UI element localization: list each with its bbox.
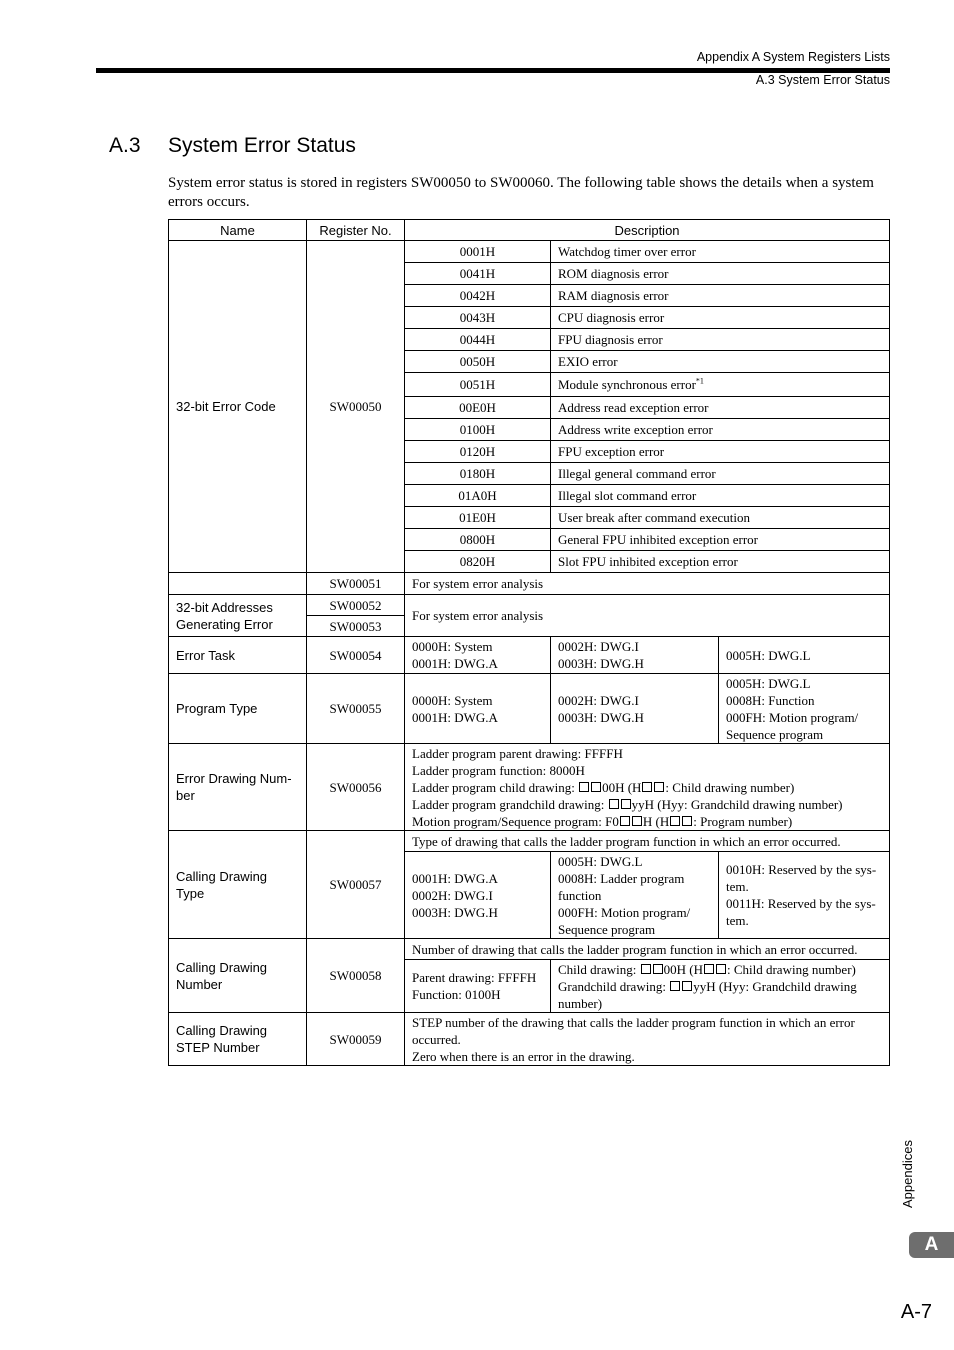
- name-line: Calling Drawing: [176, 959, 268, 975]
- placeholder-box-icon: [670, 816, 680, 826]
- error-code-desc: General FPU inhibited exception error: [551, 529, 890, 551]
- desc-line: STEP number of the drawing that calls the ladder program function in which an error: [412, 1014, 855, 1030]
- value-line: 000FH: Motion program/: [726, 709, 859, 725]
- error-drawing-name: [169, 744, 307, 831]
- addr-error-name: [169, 595, 307, 637]
- text: : Child drawing number): [665, 779, 795, 795]
- calling-number-desc: Number of drawing that calls the ladder program function in which an error occurred.: [405, 939, 890, 960]
- program-type-name: Program Type: [169, 674, 307, 744]
- value-line: Parent drawing: FFFFH: [412, 970, 537, 985]
- table-row: [169, 241, 890, 263]
- calling-number-register: SW00058: [307, 939, 405, 1013]
- addr-error-desc: For system error analysis: [405, 595, 890, 637]
- error-drawing-desc: [405, 744, 890, 831]
- name-line: Calling Drawing: [176, 868, 268, 884]
- error-task-register: SW00054: [307, 637, 405, 674]
- running-header-section: A.3 System Error Status: [755, 73, 890, 87]
- value-line: 0001H: DWG.A: [412, 870, 498, 886]
- error-code-desc: Slot FPU inhibited exception error: [551, 551, 890, 573]
- error-code-value: 0180H: [405, 463, 551, 485]
- calling-step-name: [169, 1013, 307, 1066]
- sw51-register: SW00051: [307, 573, 405, 595]
- text: Grandchild drawing:: [558, 978, 670, 994]
- table-row: [169, 939, 890, 960]
- value-line: 0002H: DWG.I: [558, 692, 639, 708]
- placeholder-box-icon: [621, 799, 631, 809]
- text: Motion program/Sequence program: F0: [412, 813, 619, 829]
- error-code-value: 0800H: [405, 529, 551, 551]
- system-error-table: [168, 219, 890, 1066]
- desc-line: Ladder program function: 8000H: [412, 762, 585, 778]
- value-line: 0003H: DWG.H: [412, 904, 498, 920]
- calling-type-col: [551, 852, 719, 939]
- desc-line: occurred.: [412, 1031, 461, 1047]
- error-code-name: 32-bit Error Code: [169, 241, 307, 573]
- error-code-value: 0043H: [405, 307, 551, 329]
- error-drawing-register: SW00056: [307, 744, 405, 831]
- table-row: [169, 637, 890, 674]
- placeholder-box-icon: [579, 782, 589, 792]
- placeholder-box-icon: [642, 782, 652, 792]
- value-line: 0005H: DWG.L: [726, 675, 811, 691]
- error-code-desc: Illegal slot command error: [551, 485, 890, 507]
- calling-type-col: [719, 852, 890, 939]
- error-code-value: 0041H: [405, 263, 551, 285]
- calling-number-col: [405, 960, 551, 1013]
- placeholder-box-icon: [653, 964, 663, 974]
- placeholder-box-icon: [704, 964, 714, 974]
- table-row: [169, 831, 890, 852]
- value-line: number): [558, 995, 603, 1011]
- value-line: 0005H: DWG.L: [726, 647, 811, 663]
- table-header-row: [169, 220, 890, 241]
- error-code-register: SW00050: [307, 241, 405, 573]
- placeholder-box-icon: [620, 816, 630, 826]
- calling-type-name: [169, 831, 307, 939]
- value-line: 0005H: DWG.L: [558, 853, 643, 869]
- error-code-value: 00E0H: [405, 397, 551, 419]
- value-line: [558, 978, 882, 995]
- header-description: Description: [405, 220, 890, 241]
- intro-paragraph: System error status is stored in registers SW00050 to SW00060. The following table shows the details when a system errors occurs.: [168, 175, 874, 210]
- name-line: Number: [176, 976, 223, 992]
- value-line: Sequence program: [558, 921, 656, 937]
- program-type-register: SW00055: [307, 674, 405, 744]
- text: yyH (Hyy: Grandchild drawing: [693, 978, 857, 994]
- value-line: 0000H: System: [412, 692, 493, 708]
- table-row: [169, 595, 890, 616]
- desc-line: [412, 813, 882, 830]
- table-row: [169, 674, 890, 744]
- desc-line: Ladder program parent drawing: FFFFH: [412, 745, 623, 761]
- text: : Child drawing number): [726, 961, 856, 977]
- error-code-desc: FPU exception error: [551, 441, 890, 463]
- header-register: Register No.: [307, 220, 405, 241]
- name-line: ber: [176, 788, 195, 803]
- error-code-value: 0120H: [405, 441, 551, 463]
- value-line: 0002H: DWG.I: [412, 887, 493, 903]
- error-code-desc: ROM diagnosis error: [551, 263, 890, 285]
- error-code-value: 01E0H: [405, 507, 551, 529]
- program-type-col: [551, 674, 719, 744]
- error-code-value: 0050H: [405, 351, 551, 373]
- text: Ladder program child drawing:: [412, 779, 579, 795]
- addr-error-register: SW00053: [307, 616, 405, 637]
- error-task-name: Error Task: [169, 637, 307, 674]
- error-code-desc: Illegal general command error: [551, 463, 890, 485]
- program-type-col: [405, 674, 551, 744]
- appendix-tab: A: [909, 1232, 954, 1258]
- text: 00H (H: [663, 961, 703, 977]
- calling-number-col: [551, 960, 890, 1013]
- error-code-value: 0820H: [405, 551, 551, 573]
- value-line: 0011H: Reserved by the sys-: [726, 896, 876, 911]
- placeholder-box-icon: [716, 964, 726, 974]
- value-line: function: [558, 887, 602, 903]
- value-line: 0002H: DWG.I: [558, 639, 639, 654]
- value-line: 0000H: System: [412, 639, 493, 654]
- running-header-chapter: Appendix A System Registers Lists: [696, 50, 890, 64]
- placeholder-box-icon: [682, 816, 692, 826]
- error-code-desc: CPU diagnosis error: [551, 307, 890, 329]
- value-line: 0008H: Function: [726, 692, 815, 708]
- placeholder-box-icon: [591, 782, 601, 792]
- error-code-desc: RAM diagnosis error: [551, 285, 890, 307]
- name-line: Type: [176, 885, 205, 901]
- placeholder-box-icon: [654, 782, 664, 792]
- error-code-desc: Watchdog timer over error: [551, 241, 890, 263]
- calling-step-desc: [405, 1013, 890, 1066]
- value-line: 0010H: Reserved by the sys-: [726, 862, 877, 877]
- error-task-col: [405, 637, 551, 674]
- addr-error-name-line: 32-bit Addresses: [176, 599, 273, 615]
- value-line: 0003H: DWG.H: [558, 656, 644, 671]
- addr-error-name-line: Generating Error: [176, 616, 273, 632]
- placeholder-box-icon: [609, 799, 619, 809]
- text: Child drawing:: [558, 961, 640, 977]
- name-line: Error Drawing Num-: [176, 771, 292, 786]
- placeholder-box-icon: [632, 816, 642, 826]
- footnote-marker: *1: [695, 376, 704, 386]
- desc-line: [412, 796, 882, 813]
- program-type-col: [719, 674, 890, 744]
- table-row: [169, 573, 890, 595]
- calling-step-register: SW00059: [307, 1013, 405, 1066]
- name-line: STEP Number: [176, 1040, 260, 1055]
- value-line: Function: 0100H: [412, 987, 501, 1002]
- side-section-label: Appendices: [900, 1140, 915, 1208]
- value-line: Sequence program: [726, 726, 824, 742]
- error-code-value: 0001H: [405, 241, 551, 263]
- value-line: 000FH: Motion program/: [558, 904, 691, 920]
- desc-line: Zero when there is an error in the drawing.: [412, 1048, 635, 1064]
- error-code-desc-text: Module synchronous error: [558, 377, 696, 392]
- error-task-col: [551, 637, 719, 674]
- calling-number-name: [169, 939, 307, 1013]
- value-line: tem.: [726, 913, 749, 928]
- error-code-desc: Address write exception error: [551, 419, 890, 441]
- text: : Program number): [693, 813, 793, 829]
- calling-type-desc: Type of drawing that calls the ladder program function in which an error occurred.: [405, 831, 890, 852]
- error-code-desc: User break after command execution: [551, 507, 890, 529]
- text: Ladder program grandchild drawing:: [412, 796, 608, 812]
- section-title: System Error Status: [168, 134, 356, 157]
- value-line: tem.: [726, 879, 749, 894]
- table-row: [169, 744, 890, 831]
- placeholder-box-icon: [641, 964, 651, 974]
- text: 00H (H: [602, 779, 642, 795]
- addr-error-register: SW00052: [307, 595, 405, 616]
- desc-line: [412, 779, 882, 796]
- value-line: 0003H: DWG.H: [558, 709, 644, 725]
- section-number: A.3: [109, 134, 141, 157]
- error-code-desc: Address read exception error: [551, 397, 890, 419]
- table-row: [169, 1013, 890, 1066]
- error-code-desc: EXIO error: [551, 351, 890, 373]
- placeholder-box-icon: [682, 981, 692, 991]
- error-code-desc: FPU diagnosis error: [551, 329, 890, 351]
- error-code-desc: [551, 373, 890, 397]
- sw51-name-empty: [169, 573, 307, 595]
- page-number: A-7: [900, 1301, 932, 1323]
- text: H (H: [642, 813, 670, 829]
- value-line: 0001H: DWG.A: [412, 709, 498, 725]
- value-line: 0008H: Ladder program: [558, 870, 685, 886]
- placeholder-box-icon: [670, 981, 680, 991]
- error-code-value: 0100H: [405, 419, 551, 441]
- header-name: Name: [169, 220, 307, 241]
- sw51-desc: For system error analysis: [405, 573, 890, 595]
- text: yyH (Hyy: Grandchild drawing number): [631, 796, 843, 812]
- error-code-value: 0051H: [405, 373, 551, 397]
- name-line: Calling Drawing: [176, 1023, 268, 1038]
- error-code-value: 01A0H: [405, 485, 551, 507]
- value-line: [558, 961, 882, 978]
- calling-type-col: [405, 852, 551, 939]
- calling-type-register: SW00057: [307, 831, 405, 939]
- error-task-col: [719, 637, 890, 674]
- error-code-value: 0042H: [405, 285, 551, 307]
- value-line: 0001H: DWG.A: [412, 656, 498, 671]
- error-code-value: 0044H: [405, 329, 551, 351]
